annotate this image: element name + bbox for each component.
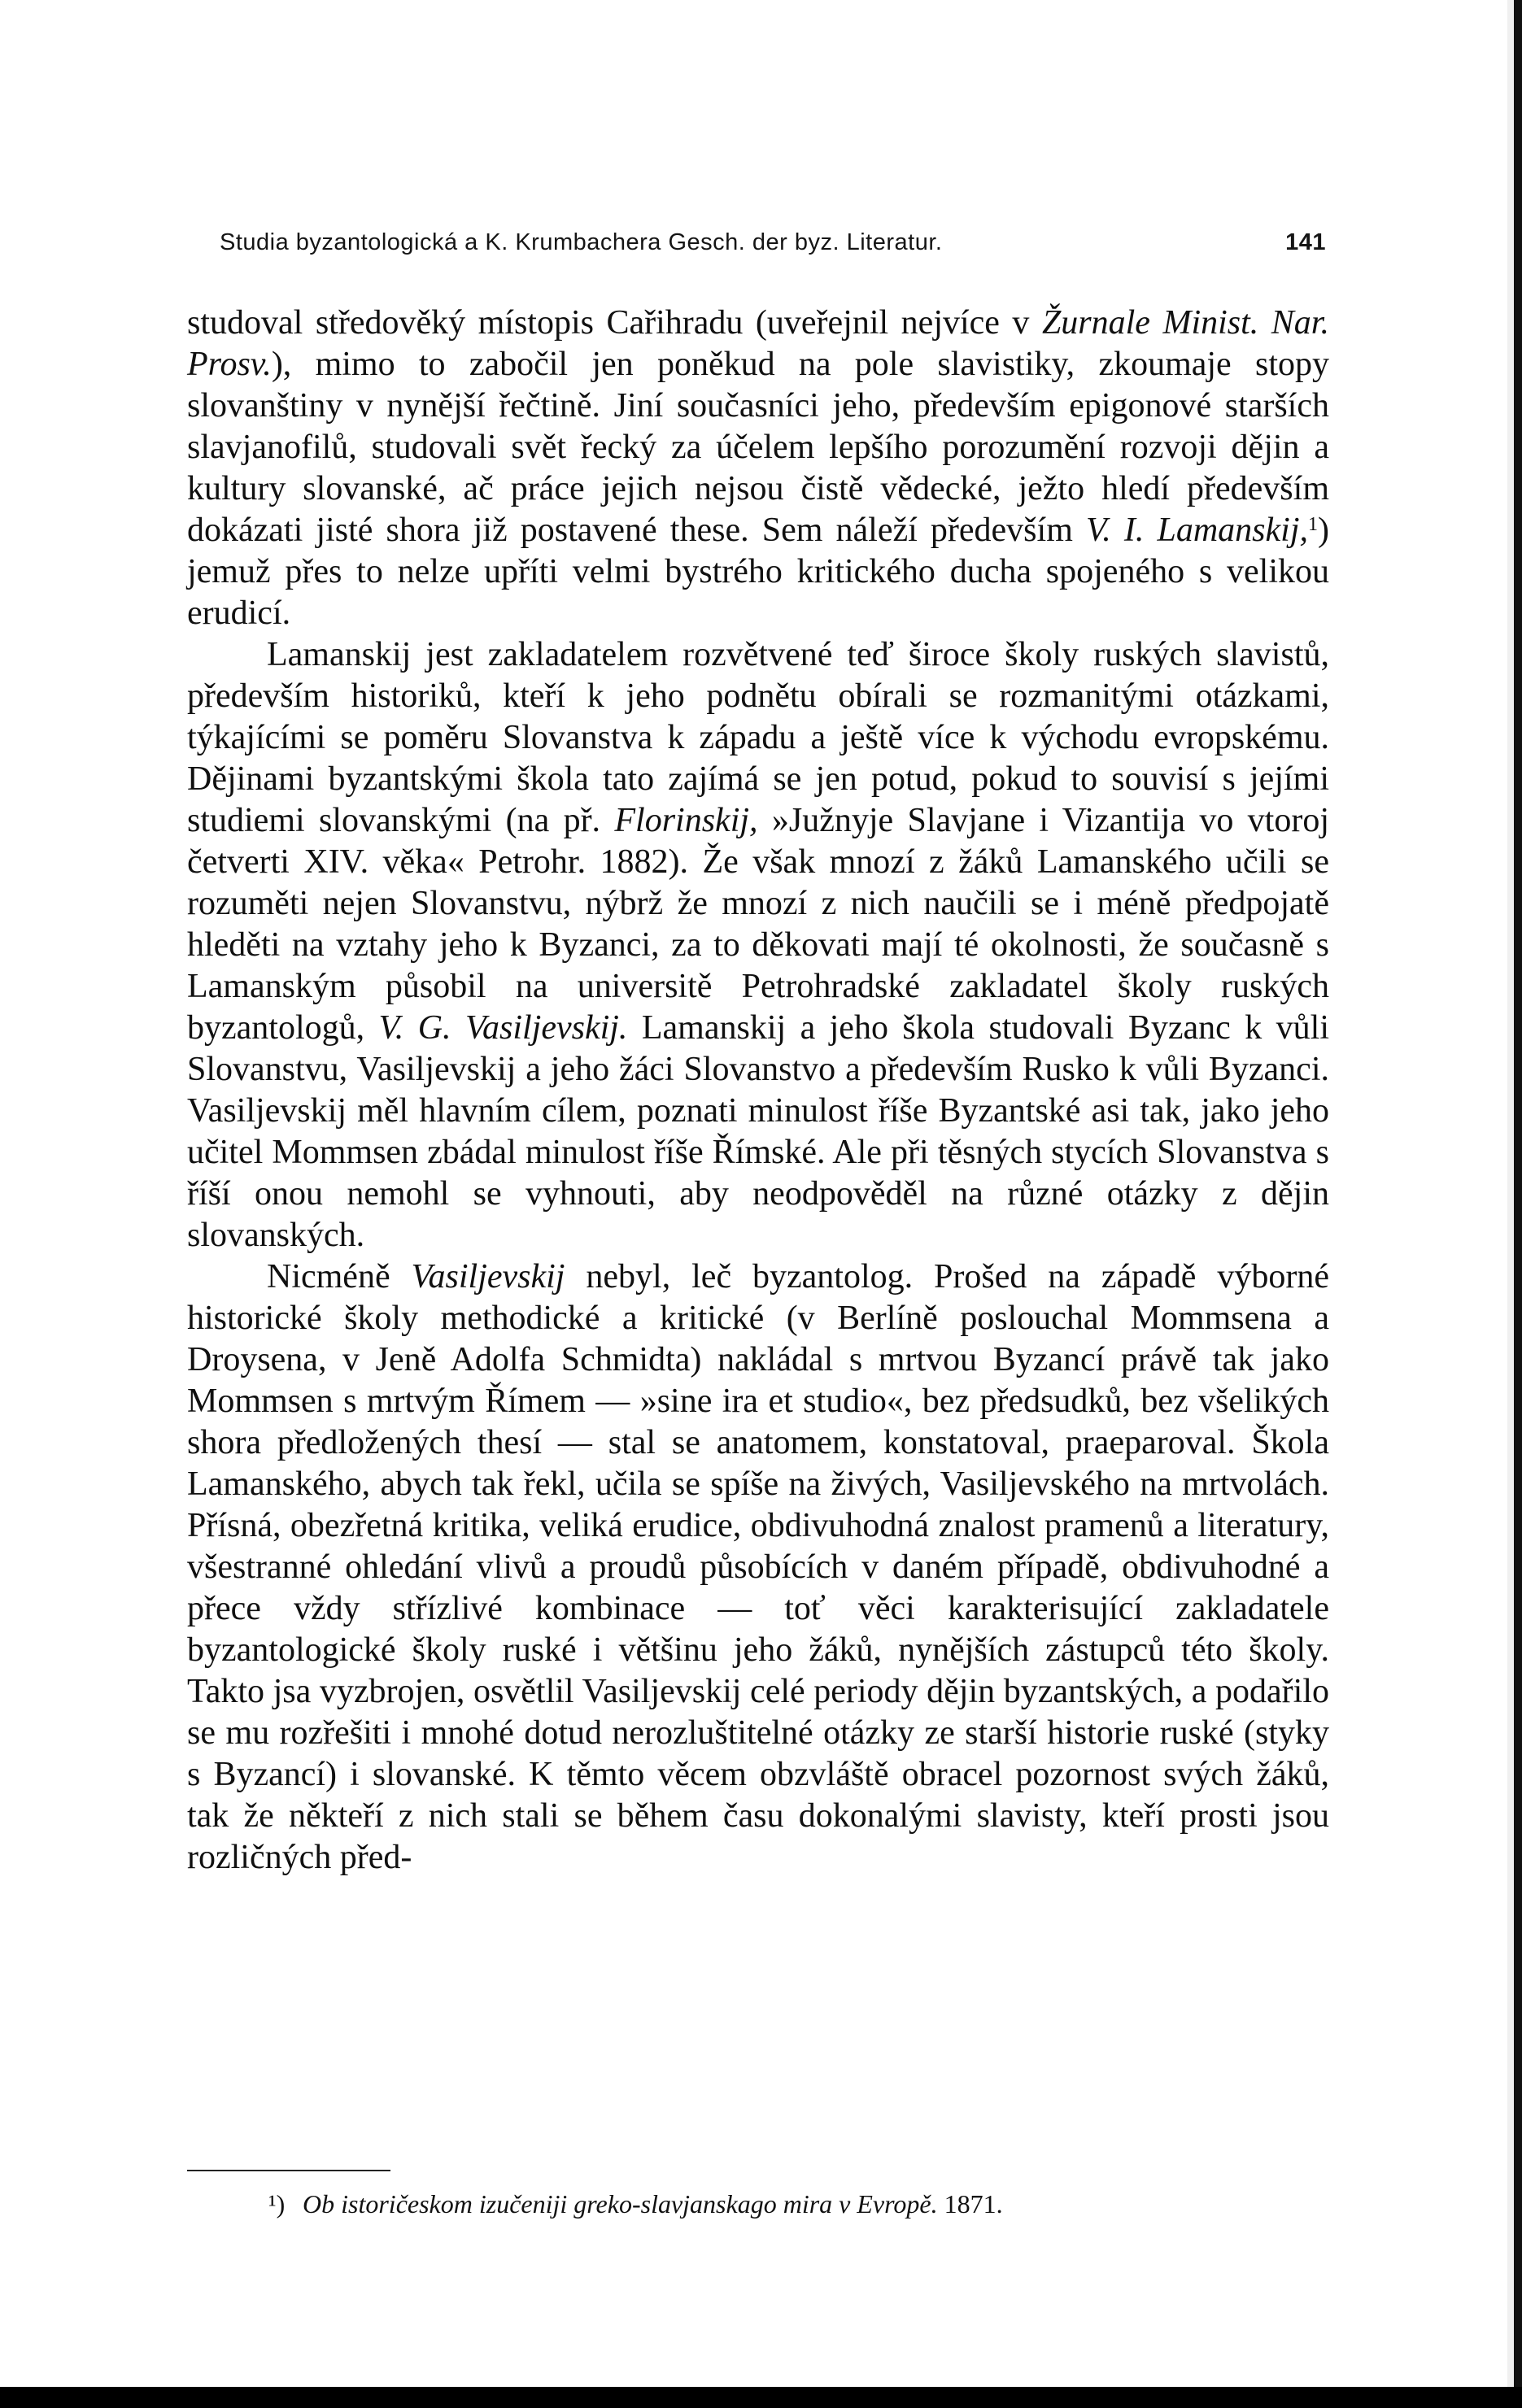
paragraph-1 (187, 303, 1329, 634)
running-title: Studia byzantologická a K. Krumbachera Gesch. der byz. Literatur. (220, 229, 943, 255)
footnote (268, 2188, 1360, 2220)
p3-text-b: nebyl, leč byzantolog. Prošed na západě výborné historické školy methodické a kritické (v Berlíně poslouchal Mommsena a Droysena, v Jeně Adolfa Schmidta) nakládal s mrtvou Byzancí právě tak jako Mommsen s mrtvým Římem — »sine ira et studio«, bez předsudků, bez všelikých shora předložených thesí — stal se anatomem, konstatoval, praeparoval. Škola Lamanského, abych tak řekl, učila se spíše na živých, Vasiljevského na mrtvolách. Přísná, obezřetná kritika, veliká erudice, obdivuhodná znalost pramenů a literatury, všestranné ohledání vlivů a proudů působících v daném případě, obdivuhodné a přece vždy střízlivé kombinace — toť věci karakterisující zakladatele byzantologické školy ruské i většinu jeho žáků, nynějších zástupců této školy. Takto jsa vyzbrojen, osvětlil Vasiljevskij celé periody dějin byzantských, a podařilo se mu rozřešiti i mnohé dotud nerozluštitelné otázky ze starší historie ruské (styky s Byzancí) i slovanské. K těmto věcem obzvláště obracel pozornost svých žáků, tak že někteří z nich stali se během času dokonalými slavisty, kteří prosti jsou rozličných před- (187, 1258, 1329, 1876)
p2-text-a: Lamanskij jest zakladatelem rozvětvené teď široce školy ruských slavistů, především historiků, kteří k jeho podnětu obírali se rozmanitými otázkami, týkajícími se poměru Slovanstva k západu a ještě více k východu evropskému. Dějinami byzantskými škola tato zajímá se jen potud, pokud to souvisí s jejími studiemi slovanskými (na př. (187, 636, 1329, 839)
scan-edge-bottom (0, 2387, 1522, 2408)
scan-edge-right-gap (1507, 0, 1514, 2408)
footnote-rule (187, 2170, 390, 2171)
paragraph-3 (187, 1256, 1329, 1879)
p1-author-lamanskij: V. I. Lamanskij, (1086, 512, 1308, 549)
page-number: 141 (1285, 229, 1326, 255)
footnote-ref: 1 (1308, 514, 1318, 535)
body-text (187, 303, 1329, 1879)
footnote-title: Ob istoričeskom izučeniji greko-slavjanskago mira v Evropě. (303, 2189, 938, 2219)
scan-edge-right (1514, 0, 1522, 2408)
p3-text-a: Nicméně (267, 1258, 412, 1295)
footnote-marker: ¹) (268, 2189, 286, 2219)
p1-text-a: studoval středověký místopis Cařihradu (uveřejnil nejvíce v (187, 304, 1042, 342)
running-head (220, 229, 1326, 256)
p2-author-vasiljevskij: V. G. Vasiljevskij. (378, 1009, 628, 1047)
p2-author-florinskij: Florinskij, (614, 802, 758, 839)
p1-text-b: ), mimo to zabočil jen poněkud na pole slavistiky, zkoumaje stopy slovanštiny v nynější řečtině. Jiní současníci jeho, především epigonové starších slavjanofilů, studovali svět řecký za účelem lepšího porozumění rozvoji dějin a kultury slovanské, ač práce jejich nejsou čistě vědecké, ježto hledí především dokázati jisté shora již postavené these. Sem náleží především (187, 346, 1329, 549)
footnote-year: 1871. (937, 2189, 1003, 2219)
p2-text-b: »Južnyje Slavjane i Vizantija vo vtoroj četverti XIV. věka« Petrohr. 1882). Že však mnozí z žáků Lamanského učili se rozuměti nejen Slovanstvu, nýbrž že mnozí z nich naučili se i méně předpojatě hleděti na vztahy jeho k Byzanci, za to děkovati mají té okolnosti, že současně s Lamanským působil na universitě Petrohradské zakladatel školy ruských byzantologů, (187, 802, 1329, 1047)
paragraph-2 (187, 634, 1329, 1256)
p3-name-vasiljevskij: Vasiljevskij (411, 1258, 565, 1295)
p1-text-c: ) jemuž přes to nelze upříti velmi bystrého kritického ducha spojeného s velikou erudicí. (187, 512, 1329, 632)
p1-journal-title: Žurnale Minist. Nar. Prosv. (187, 304, 1329, 383)
p2-text-c: Lamanskij a jeho škola studovali Byzanc k vůli Slovanstvu, Vasiljevskij a jeho žáci Slovanstvo a především Rusko k vůli Byzanci. Vasiljevskij měl hlavním cílem, poznati minulost říše Byzantské asi tak, jako jeho učitel Mommsen zbádal minulost říše Římské. Ale při těsných stycích Slovanstva s říší onou nemohl se vyhnouti, aby neodpověděl na různé otázky z dějin slovanských. (187, 1009, 1330, 1254)
